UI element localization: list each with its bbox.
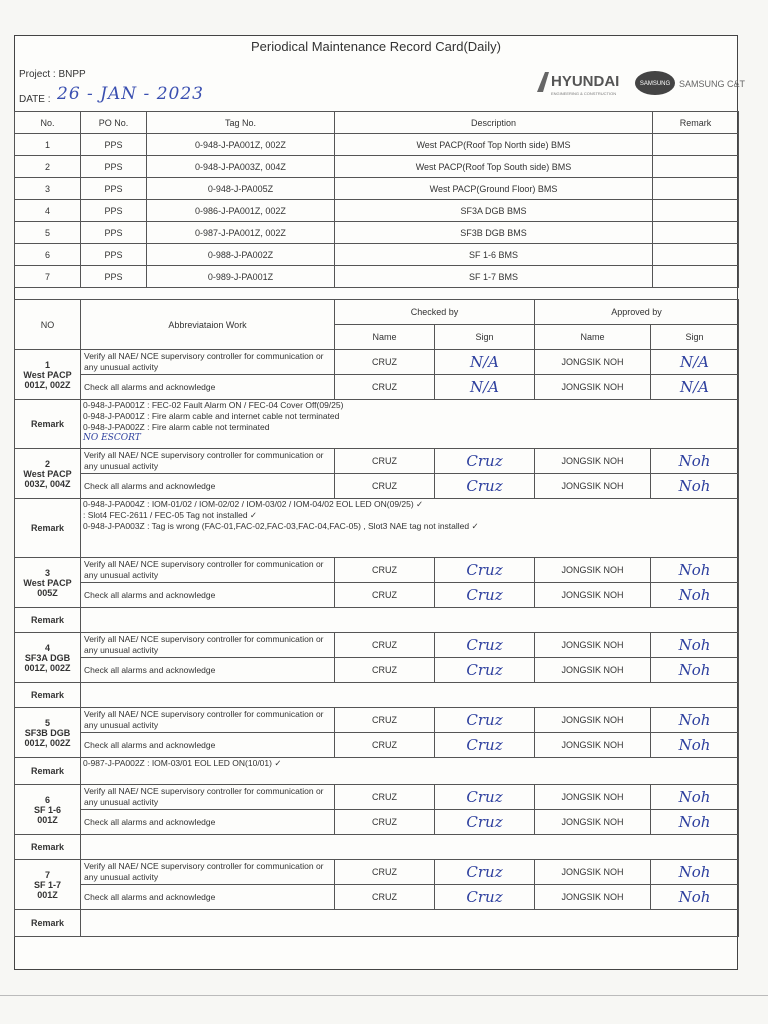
group-name: SF 1-6: [33, 804, 61, 815]
remark-row: [15, 758, 739, 785]
cell-no: 3: [15, 178, 81, 200]
cell-po: PPS: [81, 134, 147, 156]
group-tag: 001Z, 002Z: [24, 379, 71, 390]
page-edge-line: [0, 995, 768, 996]
work-alarms: Check all alarms and acknowledge: [81, 810, 335, 835]
remark-row: [15, 910, 739, 937]
work-verify: Verify all NAE/ NCE supervisory controller for communication or any unusual activity: [81, 558, 335, 583]
cell-tag: 0-988-J-PA002Z: [147, 244, 335, 266]
remark-line: 0-948-J-PA002Z : Fire alarm cable not terminated: [83, 422, 270, 432]
checker-name: CRUZ: [335, 733, 435, 758]
cell-po: PPS: [81, 244, 147, 266]
checker-signature: Cruz: [435, 885, 535, 910]
remark-content: [81, 835, 739, 860]
checker-signature: Cruz: [435, 558, 535, 583]
cell-po: PPS: [81, 266, 147, 288]
col-no: NO: [15, 300, 81, 350]
remark-label: Remark: [15, 400, 81, 449]
checker-signature: Cruz: [435, 708, 535, 733]
group-name: West PACP: [23, 577, 72, 588]
work-verify: Verify all NAE/ NCE supervisory controller for communication or any unusual activity: [81, 785, 335, 810]
col-approved-by: Approved by: [535, 300, 739, 325]
remark-label: Remark: [15, 835, 81, 860]
approver-signature: Noh: [651, 583, 739, 608]
remark-content: [81, 683, 739, 708]
work-alarms: Check all alarms and acknowledge: [81, 375, 335, 400]
work-verify: Verify all NAE/ NCE supervisory controller for communication or any unusual activity: [81, 708, 335, 733]
cell-remark: [653, 134, 739, 156]
checker-signature: Cruz: [435, 633, 535, 658]
group-label: [15, 449, 81, 499]
approver-signature: Noh: [651, 810, 739, 835]
group-tag: 001Z, 002Z: [24, 662, 71, 673]
remark-label: Remark: [15, 608, 81, 633]
cell-remark: [653, 178, 739, 200]
approver-name: JONGSIK NOH: [535, 708, 651, 733]
cell-no: 7: [15, 266, 81, 288]
work-verify: Verify all NAE/ NCE supervisory controller for communication or any unusual activity: [81, 633, 335, 658]
date-handwritten: 26 - JAN - 2023: [57, 84, 204, 104]
remark-line: 0-948-J-PA004Z : IOM-01/02 / IOM-02/02 / IOM-03/02 / IOM-04/02 EOL LED ON(09/25) ✓: [83, 499, 424, 509]
check-row-alarms: [15, 658, 739, 683]
cell-description: SF 1-6 BMS: [335, 244, 653, 266]
col-remark: Remark: [653, 112, 739, 134]
col-po: PO No.: [81, 112, 147, 134]
checker-name: CRUZ: [335, 708, 435, 733]
group-label: [15, 558, 81, 608]
checker-signature: N/A: [435, 375, 535, 400]
col-description: Description: [335, 112, 653, 134]
approver-signature: Noh: [651, 785, 739, 810]
samsung-ct-text: SAMSUNG C&T: [679, 79, 746, 89]
cell-po: PPS: [81, 222, 147, 244]
check-row-verify: [15, 708, 739, 733]
cell-tag: 0-986-J-PA001Z, 002Z: [147, 200, 335, 222]
company-logos: [535, 66, 746, 100]
check-row-alarms: [15, 810, 739, 835]
check-table: [14, 299, 739, 937]
group-label: [15, 785, 81, 835]
group-no: 7: [44, 869, 50, 880]
cell-tag: 0-948-J-PA005Z: [147, 178, 335, 200]
table-row: [15, 222, 739, 244]
cell-description: West PACP(Roof Top South side) BMS: [335, 156, 653, 178]
checker-name: CRUZ: [335, 785, 435, 810]
cell-no: 4: [15, 200, 81, 222]
group-name: SF3B DGB: [24, 727, 71, 738]
remark-row: [15, 608, 739, 633]
remark-row: [15, 499, 739, 558]
check-row-verify: [15, 449, 739, 474]
cell-remark: [653, 244, 739, 266]
cell-description: West PACP(Ground Floor) BMS: [335, 178, 653, 200]
remark-content: [81, 499, 739, 558]
remark-line: 0-948-J-PA001Z : Fire alarm cable and internet cable not terminated: [83, 411, 340, 421]
group-name: West PACP: [23, 468, 72, 479]
checker-signature: Cruz: [435, 449, 535, 474]
checker-signature: Cruz: [435, 658, 535, 683]
approver-name: JONGSIK NOH: [535, 785, 651, 810]
checker-signature: Cruz: [435, 810, 535, 835]
approver-signature: N/A: [651, 375, 739, 400]
approver-signature: N/A: [651, 350, 739, 375]
hyundai-logo-icon: [537, 72, 549, 92]
cell-description: SF3B DGB BMS: [335, 222, 653, 244]
group-tag: 001Z: [37, 814, 58, 825]
checker-name: CRUZ: [335, 474, 435, 499]
handwritten-note: NO ESCORT: [83, 433, 141, 443]
approver-signature: Noh: [651, 658, 739, 683]
check-header-row: [15, 300, 739, 325]
approver-name: JONGSIK NOH: [535, 810, 651, 835]
work-alarms: Check all alarms and acknowledge: [81, 583, 335, 608]
checker-name: CRUZ: [335, 810, 435, 835]
table-row: [15, 134, 739, 156]
checker-signature: Cruz: [435, 583, 535, 608]
col-work: Abbreviataion Work: [81, 300, 335, 350]
approver-signature: Noh: [651, 860, 739, 885]
group-tag: 005Z: [37, 587, 58, 598]
approver-signature: Noh: [651, 733, 739, 758]
approver-name: JONGSIK NOH: [535, 860, 651, 885]
group-no: 2: [44, 458, 50, 469]
group-name: SF 1-7: [33, 879, 61, 890]
cell-description: SF3A DGB BMS: [335, 200, 653, 222]
check-row-verify: [15, 350, 739, 375]
maintenance-record-card: [14, 35, 746, 970]
cell-description: SF 1-7 BMS: [335, 266, 653, 288]
approver-name: JONGSIK NOH: [535, 474, 651, 499]
remark-content: [81, 910, 739, 937]
col-tag: Tag No.: [147, 112, 335, 134]
checker-signature: Cruz: [435, 474, 535, 499]
table-row: [15, 200, 739, 222]
col-checker-name: Name: [335, 325, 435, 350]
checker-name: CRUZ: [335, 885, 435, 910]
work-verify: Verify all NAE/ NCE supervisory controller for communication or any unusual activity: [81, 350, 335, 375]
group-no: 4: [44, 642, 50, 653]
remark-line: 0-948-J-PA001Z : FEC-02 Fault Alarm ON / FEC-04 Cover Off(09/25): [83, 400, 344, 410]
cell-remark: [653, 200, 739, 222]
group-no: 1: [44, 359, 50, 370]
remark-row: [15, 835, 739, 860]
page-title: Periodical Maintenance Record Card(Daily): [251, 39, 501, 54]
equipment-table: [14, 111, 739, 288]
approver-name: JONGSIK NOH: [535, 375, 651, 400]
cell-no: 1: [15, 134, 81, 156]
cell-po: PPS: [81, 156, 147, 178]
group-no: 5: [44, 717, 50, 728]
checker-name: CRUZ: [335, 350, 435, 375]
samsung-logo-text: SAMSUNG: [639, 81, 671, 87]
approver-name: JONGSIK NOH: [535, 449, 651, 474]
cell-remark: [653, 266, 739, 288]
work-verify: Verify all NAE/ NCE supervisory controller for communication or any unusual activity: [81, 449, 335, 474]
check-row-alarms: [15, 733, 739, 758]
approver-name: JONGSIK NOH: [535, 733, 651, 758]
cell-tag: 0-948-J-PA001Z, 002Z: [147, 134, 335, 156]
approver-name: JONGSIK NOH: [535, 658, 651, 683]
remark-label: Remark: [15, 758, 81, 785]
work-verify: Verify all NAE/ NCE supervisory controller for communication or any unusual activity: [81, 860, 335, 885]
checker-name: CRUZ: [335, 860, 435, 885]
project-label: Project : BNPP: [19, 69, 86, 80]
remark-content: [81, 608, 739, 633]
group-tag: 001Z: [37, 889, 58, 900]
col-checked-by: Checked by: [335, 300, 535, 325]
approver-signature: Noh: [651, 708, 739, 733]
check-row-alarms: [15, 375, 739, 400]
group-tag: 003Z, 004Z: [24, 478, 71, 489]
check-row-verify: [15, 558, 739, 583]
approver-signature: Noh: [651, 885, 739, 910]
checker-name: CRUZ: [335, 658, 435, 683]
group-no: 6: [44, 794, 50, 805]
checker-name: CRUZ: [335, 449, 435, 474]
group-label: [15, 633, 81, 683]
check-row-alarms: [15, 885, 739, 910]
cell-tag: 0-948-J-PA003Z, 004Z: [147, 156, 335, 178]
checker-name: CRUZ: [335, 375, 435, 400]
checker-name: CRUZ: [335, 558, 435, 583]
remark-label: Remark: [15, 683, 81, 708]
check-groups: [15, 350, 739, 937]
remark-content: [81, 400, 739, 449]
remark-label: Remark: [15, 910, 81, 937]
col-checker-sign: Sign: [435, 325, 535, 350]
work-alarms: Check all alarms and acknowledge: [81, 474, 335, 499]
checker-signature: N/A: [435, 350, 535, 375]
cell-tag: 0-987-J-PA001Z, 002Z: [147, 222, 335, 244]
checker-signature: Cruz: [435, 733, 535, 758]
table-row: [15, 266, 739, 288]
cell-remark: [653, 222, 739, 244]
checker-signature: Cruz: [435, 860, 535, 885]
group-label: [15, 860, 81, 910]
table-row: [15, 156, 739, 178]
remark-label: Remark: [15, 499, 81, 558]
checker-name: CRUZ: [335, 583, 435, 608]
remark-line: 0-987-J-PA002Z : IOM-03/01 EOL LED ON(10/01) ✓: [83, 758, 282, 768]
remark-content: [81, 758, 739, 785]
col-approver-name: Name: [535, 325, 651, 350]
cell-description: West PACP(Roof Top North side) BMS: [335, 134, 653, 156]
approver-signature: Noh: [651, 558, 739, 583]
hyundai-logo-text: HYUNDAI: [551, 73, 620, 90]
cell-remark: [653, 156, 739, 178]
col-no: No.: [15, 112, 81, 134]
group-label: [15, 350, 81, 400]
check-row-alarms: [15, 474, 739, 499]
approver-signature: Noh: [651, 633, 739, 658]
cell-po: PPS: [81, 178, 147, 200]
table-row: [15, 178, 739, 200]
hyundai-logo-subtext: ENGINEERING & CONSTRUCTION: [551, 91, 617, 96]
check-row-verify: [15, 860, 739, 885]
table-row: [15, 244, 739, 266]
approver-name: JONGSIK NOH: [535, 350, 651, 375]
approver-signature: Noh: [651, 474, 739, 499]
cell-no: 2: [15, 156, 81, 178]
date-label: DATE :: [19, 94, 51, 105]
approver-name: JONGSIK NOH: [535, 885, 651, 910]
group-label: [15, 708, 81, 758]
checker-signature: Cruz: [435, 785, 535, 810]
check-row-verify: [15, 633, 739, 658]
cell-tag: 0-989-J-PA001Z: [147, 266, 335, 288]
work-alarms: Check all alarms and acknowledge: [81, 885, 335, 910]
approver-name: JONGSIK NOH: [535, 583, 651, 608]
remark-line: 0-948-J-PA003Z : Tag is wrong (FAC-01,FAC-02,FAC-03,FAC-04,FAC-05) , Slot3 NAE tag not installed ✓: [83, 521, 479, 531]
check-row-alarms: [15, 583, 739, 608]
cell-no: 6: [15, 244, 81, 266]
cell-po: PPS: [81, 200, 147, 222]
work-alarms: Check all alarms and acknowledge: [81, 658, 335, 683]
group-tag: 001Z, 002Z: [24, 737, 71, 748]
equipment-header-row: [15, 112, 739, 134]
remark-row: [15, 683, 739, 708]
remark-line: : Slot4 FEC-2611 / FEC-05 Tag not installed ✓: [83, 510, 258, 520]
remark-row: [15, 400, 739, 449]
col-approver-sign: Sign: [651, 325, 739, 350]
approver-signature: Noh: [651, 449, 739, 474]
group-no: 3: [44, 567, 50, 578]
group-name: West PACP: [23, 369, 72, 380]
cell-no: 5: [15, 222, 81, 244]
approver-name: JONGSIK NOH: [535, 633, 651, 658]
check-row-verify: [15, 785, 739, 810]
group-name: SF3A DGB: [24, 652, 71, 663]
checker-name: CRUZ: [335, 633, 435, 658]
work-alarms: Check all alarms and acknowledge: [81, 733, 335, 758]
approver-name: JONGSIK NOH: [535, 558, 651, 583]
